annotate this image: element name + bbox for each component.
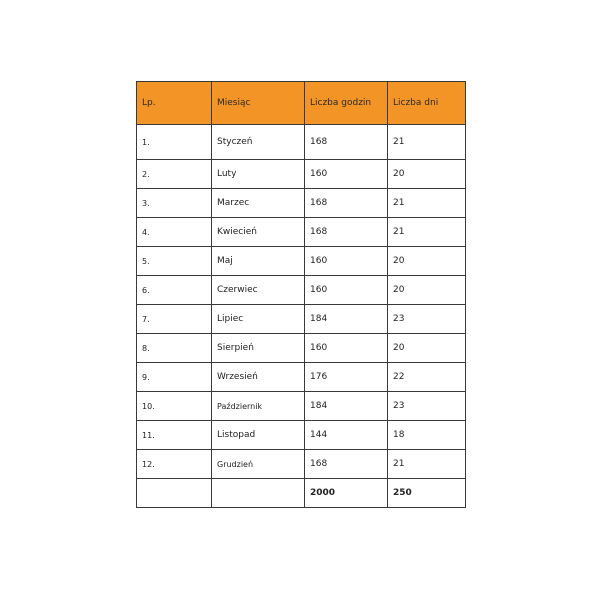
table-row [137,305,466,334]
row-lp: 1. [137,125,212,160]
row-lp: 6. [137,276,212,305]
total-hours: 2000 [305,479,388,508]
row-month: Sierpień [212,334,305,363]
row-hours: 160 [305,334,388,363]
row-hours: 168 [305,125,388,160]
total-empty-lp [137,479,212,508]
row-hours: 160 [305,160,388,189]
row-days: 18 [388,421,466,450]
row-month: Grudzień [212,450,305,479]
row-days: 22 [388,363,466,392]
row-days: 23 [388,305,466,334]
header-lp: Lp. [137,82,212,125]
row-days: 20 [388,334,466,363]
table-row [137,189,466,218]
row-month: Kwiecień [212,218,305,247]
table-row [137,334,466,363]
row-hours: 184 [305,392,388,421]
table-row [137,392,466,421]
row-hours: 168 [305,189,388,218]
row-lp: 12. [137,450,212,479]
header-hours: Liczba godzin [305,82,388,125]
row-hours: 144 [305,421,388,450]
row-days: 20 [388,247,466,276]
row-lp: 4. [137,218,212,247]
row-month: Styczeń [212,125,305,160]
row-lp: 5. [137,247,212,276]
table-header-row [137,82,466,125]
row-days: 21 [388,450,466,479]
row-days: 21 [388,125,466,160]
row-hours: 184 [305,305,388,334]
table-row [137,218,466,247]
row-days: 20 [388,160,466,189]
header-days: Liczba dni [388,82,466,125]
row-lp: 11. [137,421,212,450]
table-row [137,276,466,305]
row-lp: 8. [137,334,212,363]
row-month: Listopad [212,421,305,450]
row-month: Październik [212,392,305,421]
row-month: Luty [212,160,305,189]
row-lp: 3. [137,189,212,218]
row-month: Maj [212,247,305,276]
row-lp: 7. [137,305,212,334]
table-total-row [137,479,466,508]
working-time-table [136,81,466,508]
row-hours: 168 [305,450,388,479]
row-days: 21 [388,218,466,247]
row-days: 20 [388,276,466,305]
table-row [137,160,466,189]
table-row [137,450,466,479]
row-hours: 168 [305,218,388,247]
row-month: Czerwiec [212,276,305,305]
header-month: Miesiąc [212,82,305,125]
table-row [137,247,466,276]
row-lp: 10. [137,392,212,421]
row-hours: 160 [305,276,388,305]
row-lp: 9. [137,363,212,392]
table-row [137,125,466,160]
row-days: 23 [388,392,466,421]
row-hours: 160 [305,247,388,276]
table-row [137,363,466,392]
row-lp: 2. [137,160,212,189]
row-hours: 176 [305,363,388,392]
total-empty-month [212,479,305,508]
row-month: Lipiec [212,305,305,334]
total-days: 250 [388,479,466,508]
table-row [137,421,466,450]
row-month: Marzec [212,189,305,218]
row-days: 21 [388,189,466,218]
row-month: Wrzesień [212,363,305,392]
